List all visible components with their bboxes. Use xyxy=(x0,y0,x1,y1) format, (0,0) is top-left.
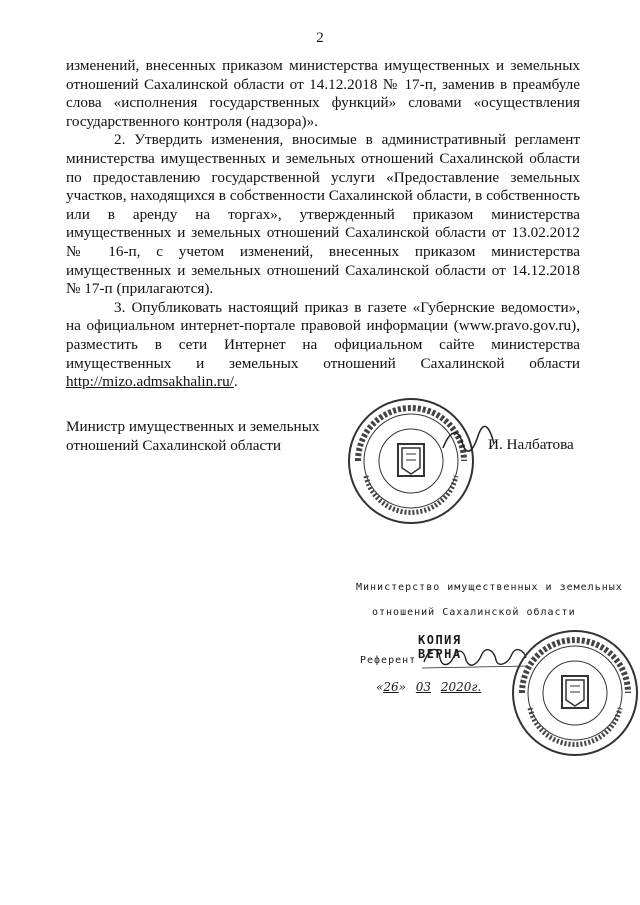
copy-stamp-line-4: Референт xyxy=(360,655,417,666)
date-day: 26 xyxy=(383,680,399,694)
date-month: 03 xyxy=(415,680,432,694)
signatory-name: И. Налбатова xyxy=(488,436,574,453)
date-year: 2020г. xyxy=(440,680,482,694)
document-body xyxy=(66,57,580,392)
site-link[interactable]: http://mizo.admsakhalin.ru/ xyxy=(66,373,234,391)
official-seal-icon-2 xyxy=(510,628,640,758)
copy-stamp-line-2: отношений Сахалинской области xyxy=(372,607,576,618)
position-line-1: Министр имущественных и земельных xyxy=(66,418,320,435)
position-line-2: отношений Сахалинской области xyxy=(66,436,281,454)
paragraph-1: изменений, внесенных приказом министерства имущественных и земельных отношений Сахалинской области от 14.12.2018 № 17-п, заменив в преамбуле слова «исполнения государственных функций» словами «осуществления государственного контроля (надзора)». xyxy=(66,57,580,130)
copy-stamp-date: «26» 03 2020г. xyxy=(376,680,482,694)
page-number: 2 xyxy=(316,30,324,46)
official-seal-icon xyxy=(346,396,476,526)
paragraph-3-text: 3. Опубликовать настоящий приказ в газете «Губернские ведомости», на официальном интернет-портале правовой информации (www.pravo.gov.ru), разместить в сети Интернет на официальном сайте министерства имущественных и земельных отношений Сахалинской области xyxy=(66,298,580,372)
signatory-position xyxy=(66,418,320,455)
paragraph-3 xyxy=(66,299,580,392)
signature-icon xyxy=(438,420,498,460)
copy-stamp-line-3: КОПИЯ ВЕРНА xyxy=(418,633,462,661)
paragraph-3-end: . xyxy=(233,373,238,391)
copy-stamp-line-1: Министерство имущественных и земельных xyxy=(356,582,623,593)
paragraph-2: 2. Утвердить изменения, вносимые в административный регламент министерства имущественных и земельных отношений Сахалинской области по предоставлению государственной услуги «Предоставление земельных участков, находящихся в собственности Сахалинской области, в собственность или в аренду на торгах», утвержденный приказом министерства имущественных и земельных отношений Сахалинской области от 13.02.2012 № 16-п, с учетом изменений, внесенных приказом министерства имущественных и земельных отношений Сахалинской области от 14.12.2018 № 17-п (прилагаются). xyxy=(66,131,580,298)
